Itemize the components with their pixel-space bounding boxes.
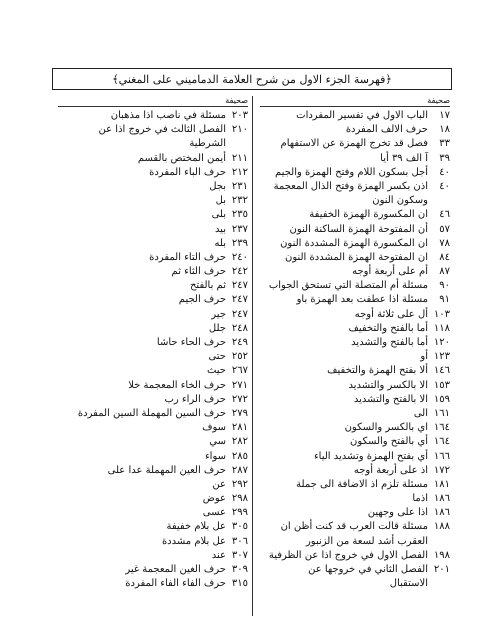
entry-title: الى bbox=[413, 407, 428, 419]
entry-title: اذن بكسر الهمزة وفتح الذال المعجمة bbox=[273, 180, 428, 192]
entry-title: أل على ثلاثة أوجه bbox=[354, 308, 428, 320]
page-number: ٢٣١ bbox=[231, 180, 248, 192]
entry-title: الا بالكسر والتشديد bbox=[348, 379, 428, 391]
index-entry bbox=[260, 123, 450, 137]
page-number: ١٢٠ bbox=[433, 337, 450, 348]
entry-title: جير bbox=[211, 308, 226, 320]
index-entry bbox=[58, 563, 248, 577]
index-entry bbox=[58, 577, 248, 591]
entry-title: أما بالفتح والتشديد bbox=[351, 337, 428, 348]
index-entry bbox=[260, 393, 450, 407]
entry-title: وسكون النون bbox=[372, 195, 428, 207]
entry-title: حرف العين المهملة عدا على bbox=[107, 464, 226, 476]
page-number: ١٨٦ bbox=[433, 493, 450, 505]
index-entry bbox=[260, 237, 450, 251]
index-entry bbox=[260, 223, 450, 237]
page-number: ٣٩ bbox=[439, 152, 450, 164]
page-number: ٣٠٦ bbox=[231, 535, 248, 547]
entry-title: ان المكسورة الهمزة الخفيفة bbox=[309, 209, 428, 221]
page-number: ٢٠١ bbox=[433, 564, 450, 575]
index-entry bbox=[58, 265, 248, 279]
page-number: ٢٨٥ bbox=[231, 450, 248, 462]
entry-title: أن المفتوحة الهمزة الساكنة النون bbox=[289, 223, 428, 235]
page-number: ٢٣٧ bbox=[231, 223, 248, 235]
page-number: ٥٧ bbox=[439, 223, 450, 235]
page-number: ٢٨٧ bbox=[231, 464, 248, 476]
entry-title: حرف الباء المفردة bbox=[149, 166, 226, 178]
page-number: ٨٤ bbox=[439, 251, 450, 263]
index-entry bbox=[260, 563, 450, 577]
entry-title: حتى bbox=[208, 351, 226, 363]
index-entry bbox=[260, 137, 450, 151]
index-entry bbox=[58, 350, 248, 364]
page-number: ٤٠ bbox=[439, 180, 450, 192]
entry-title: أو bbox=[420, 351, 428, 363]
page-number: ٢٤٧ bbox=[231, 308, 248, 320]
entry-title: حرف التاء المفردة bbox=[149, 251, 226, 263]
index-entry bbox=[58, 379, 248, 393]
entry-title: حرف الجيم bbox=[178, 294, 226, 306]
entry-title: الشرطية bbox=[189, 138, 226, 150]
page-number: ٧٨ bbox=[439, 237, 450, 249]
index-entry bbox=[58, 194, 248, 208]
entry-title: ثم بالفتح bbox=[189, 280, 226, 292]
page-number: ٩٠ bbox=[439, 280, 450, 292]
index-entry bbox=[58, 407, 248, 421]
entry-title: عل بلام خفيفة bbox=[166, 521, 226, 533]
page-number: ٤٠ bbox=[439, 166, 450, 178]
entry-title: الفصل الاول في خروج اذا عن الظرفية bbox=[268, 549, 428, 561]
page-number: ٢٤٠ bbox=[231, 251, 248, 263]
entry-title: عوض bbox=[202, 493, 226, 505]
page-number: ٢١٢ bbox=[231, 166, 248, 178]
page-title: ﴿فهرسة الجزء الاول من شرح العلامة الدماميني على المغني﴾ bbox=[52, 68, 452, 90]
entry-title: أي بفتح الهمزة وتشديد الياء bbox=[313, 450, 428, 462]
index-entry bbox=[58, 364, 248, 378]
page-number: ١٦٦ bbox=[433, 450, 450, 462]
index-entry bbox=[260, 208, 450, 222]
index-entry bbox=[260, 464, 450, 478]
index-entry bbox=[260, 577, 450, 591]
entry-title: أيمن المختص بالقسم bbox=[137, 152, 226, 164]
page-number: ٢٠٣ bbox=[231, 110, 248, 121]
column-header: صحيفة bbox=[58, 96, 248, 107]
index-entry bbox=[260, 450, 450, 464]
page-number: ١٢٣ bbox=[433, 351, 450, 363]
entry-title: مسئلة في ناصب اذا مذهبان bbox=[110, 110, 226, 121]
entry-title: عسى bbox=[202, 507, 226, 519]
index-entry bbox=[58, 123, 248, 137]
index-entry bbox=[58, 336, 248, 350]
index-entry bbox=[58, 109, 248, 123]
index-entry bbox=[58, 152, 248, 166]
index-entry bbox=[260, 407, 450, 421]
entry-title: حيث bbox=[206, 365, 226, 377]
index-entry bbox=[58, 492, 248, 506]
page-number: ١٩٨ bbox=[433, 549, 450, 561]
page-number: ٢١٠ bbox=[231, 124, 248, 136]
index-entry bbox=[260, 506, 450, 520]
entry-title: عند bbox=[211, 549, 226, 561]
index-entry bbox=[260, 194, 450, 208]
page-number: ٩١ bbox=[439, 294, 450, 306]
index-entry bbox=[58, 137, 248, 151]
index-entry bbox=[58, 421, 248, 435]
page-number: ٢٩٢ bbox=[231, 478, 248, 490]
index-entry bbox=[58, 450, 248, 464]
page-number: ٢٩٩ bbox=[231, 507, 248, 519]
entry-title: سوف bbox=[202, 422, 226, 434]
entry-title: آ الف ٣٩ أيا bbox=[380, 152, 428, 164]
page-number: ٢٦٧ bbox=[231, 365, 248, 377]
page-number: ٣٠٧ bbox=[231, 549, 248, 561]
entry-title: اي بالكسر والسكون bbox=[344, 422, 428, 434]
page-number: ١٧ bbox=[439, 110, 450, 121]
index-entry bbox=[58, 535, 248, 549]
index-column-right bbox=[260, 96, 450, 591]
entry-title: حرف الراء رب bbox=[164, 393, 226, 405]
page-number: ٢١١ bbox=[231, 152, 248, 164]
index-entry bbox=[260, 293, 450, 307]
page-number: ٢٤٧ bbox=[231, 294, 248, 306]
entry-title: حرف الخاء المعجمة خلا bbox=[128, 379, 226, 391]
page-number: ١٠٣ bbox=[433, 308, 450, 320]
page-number: ١٨ bbox=[439, 124, 450, 136]
index-page bbox=[52, 68, 452, 636]
index-entry bbox=[260, 435, 450, 449]
page-number: ٣١٥ bbox=[231, 578, 248, 590]
index-entry bbox=[260, 364, 450, 378]
index-entry bbox=[58, 549, 248, 563]
index-entry bbox=[260, 180, 450, 194]
entry-title: اذما bbox=[412, 493, 428, 505]
index-entry bbox=[260, 308, 450, 322]
entry-title: مسئلة أم المتصلة التي تستحق الجواب bbox=[268, 280, 428, 292]
page-number: ١٨٨ bbox=[433, 521, 450, 533]
index-entry bbox=[58, 208, 248, 222]
entry-title: حرف الفاء الفاء المفردة bbox=[125, 578, 226, 590]
entry-title: بله bbox=[214, 237, 226, 249]
page-number: ١١٨ bbox=[433, 322, 450, 334]
page-number: ٢٤٨ bbox=[231, 322, 248, 334]
index-entry bbox=[58, 322, 248, 336]
index-entry bbox=[58, 180, 248, 194]
entry-title: حرف الحاء حاشا bbox=[156, 337, 226, 348]
page-number: ١٨١ bbox=[433, 478, 450, 490]
entry-title: الاستقبال bbox=[389, 578, 428, 590]
index-entry bbox=[260, 379, 450, 393]
entry-title: بجل bbox=[209, 180, 226, 192]
entry-title: عل بلام مشددة bbox=[161, 535, 226, 547]
entry-title: أم على أربعة أوجه bbox=[352, 266, 428, 278]
column-divider bbox=[252, 96, 253, 616]
entry-title: الباب الاول في تفسير المفردات bbox=[296, 110, 428, 121]
page-number: ١٦٤ bbox=[433, 422, 450, 434]
page-number: ٣٠٥ bbox=[231, 521, 248, 533]
entry-title: فصل قد تخرج الهمزة عن الاستفهام bbox=[280, 138, 428, 150]
entry-title: ان المفتوحة الهمزة المشددة النون bbox=[284, 251, 428, 263]
entry-title: أجل بسكون اللام وفتح الهمزة والجيم bbox=[275, 166, 428, 178]
index-column-left bbox=[58, 96, 248, 591]
entry-title: الفصل الثاني في خروجها عن bbox=[308, 564, 428, 575]
entry-title: حرف الالف المفردة bbox=[345, 124, 428, 136]
page-number: ١٧٢ bbox=[433, 464, 450, 476]
entry-title: بل bbox=[215, 195, 226, 207]
entry-title: مسئلة قالت العرب قد كنت أظن ان bbox=[280, 521, 428, 533]
index-entry bbox=[260, 166, 450, 180]
index-entry bbox=[260, 520, 450, 534]
entry-title: الفصل الثالث في خروج اذا عن bbox=[98, 124, 226, 136]
page-number: ٢٣٩ bbox=[231, 237, 248, 249]
page-number: ٤٦ bbox=[439, 209, 450, 221]
index-entry bbox=[58, 435, 248, 449]
page-number: ٢٤٢ bbox=[231, 266, 248, 278]
page-number: ٢٣٥ bbox=[231, 209, 248, 221]
index-entry bbox=[260, 350, 450, 364]
page-number: ٨٧ bbox=[439, 266, 450, 278]
page-number: ٢٣٢ bbox=[231, 195, 248, 207]
index-entry bbox=[260, 251, 450, 265]
entry-title: عن bbox=[212, 478, 226, 490]
index-entry bbox=[58, 237, 248, 251]
index-entry bbox=[58, 223, 248, 237]
page-number: ١٥٩ bbox=[433, 393, 450, 405]
index-entry bbox=[260, 492, 450, 506]
page-number: ٢٩٨ bbox=[231, 493, 248, 505]
entry-title: أي بالفتح والسكون bbox=[350, 436, 428, 448]
entry-title: حرف الثاء ثم bbox=[171, 266, 226, 278]
entry-title: جلل bbox=[208, 322, 226, 334]
entry-list bbox=[58, 109, 248, 591]
index-entry bbox=[58, 506, 248, 520]
entry-title: ألا بفتح الهمزة والتخفيف bbox=[327, 365, 428, 377]
entry-title: الا بالفتح والتشديد bbox=[353, 393, 428, 405]
entry-title: اذا على وجهين bbox=[367, 507, 428, 519]
index-entry bbox=[58, 293, 248, 307]
index-entry bbox=[260, 535, 450, 549]
index-entry bbox=[58, 520, 248, 534]
entry-title: مسئلة اذا عطفت بعد الهمزة باو bbox=[296, 294, 428, 306]
index-entry bbox=[58, 464, 248, 478]
index-entry bbox=[260, 279, 450, 293]
index-entry bbox=[260, 549, 450, 563]
entry-title: العقرب أشد لسعة من الزنبور bbox=[305, 535, 428, 547]
entry-title: ان المكسورة الهمزة المشددة النون bbox=[280, 237, 428, 249]
entry-title: حرف السين المهملة السين المفردة bbox=[77, 407, 226, 419]
page-number: ٢٧٩ bbox=[231, 407, 248, 419]
index-entry bbox=[260, 336, 450, 350]
page-number: ٣٠٩ bbox=[231, 564, 248, 575]
entry-title: بيد bbox=[214, 223, 226, 235]
entry-title: سواء bbox=[204, 450, 226, 462]
index-entry bbox=[58, 308, 248, 322]
index-entry bbox=[58, 478, 248, 492]
page-number: ٢٨٢ bbox=[231, 436, 248, 448]
page-number: ٣٣ bbox=[439, 138, 450, 150]
page-number: ١٦١ bbox=[433, 407, 450, 419]
page-number: ٢٤٩ bbox=[231, 337, 248, 348]
entry-title: بلى bbox=[211, 209, 226, 221]
index-entry bbox=[260, 265, 450, 279]
index-entry bbox=[58, 393, 248, 407]
index-entry bbox=[260, 109, 450, 123]
page-number: ٢٤٧ bbox=[231, 280, 248, 292]
index-entry bbox=[58, 166, 248, 180]
page-number: ٢٨١ bbox=[231, 422, 248, 434]
page-number: ٢٥٢ bbox=[231, 351, 248, 363]
page-number: ١٤٦ bbox=[433, 365, 450, 377]
index-entry bbox=[260, 322, 450, 336]
index-entry bbox=[58, 279, 248, 293]
index-entry bbox=[260, 478, 450, 492]
entry-title: أما بالفتح والتخفيف bbox=[348, 322, 428, 334]
entry-title: سي bbox=[209, 436, 226, 448]
page-number: ٢٧٢ bbox=[231, 393, 248, 405]
index-entry bbox=[260, 152, 450, 166]
entry-title: مسئلة تلزم اذ الاضافة الى جملة bbox=[296, 478, 428, 490]
page-number: ١٨٦ bbox=[433, 507, 450, 519]
page-number: ٢٧١ bbox=[231, 379, 248, 391]
index-entry bbox=[260, 421, 450, 435]
page-number: ١٦٤ bbox=[433, 436, 450, 448]
entry-title: اذ على أربعة أوجه bbox=[353, 464, 428, 476]
entry-title: حرف الغين المعجمة غير bbox=[125, 564, 226, 575]
page-number: ١٥٣ bbox=[433, 379, 450, 391]
index-entry bbox=[58, 251, 248, 265]
column-header: صحيفة bbox=[260, 96, 450, 107]
entry-list bbox=[260, 109, 450, 591]
